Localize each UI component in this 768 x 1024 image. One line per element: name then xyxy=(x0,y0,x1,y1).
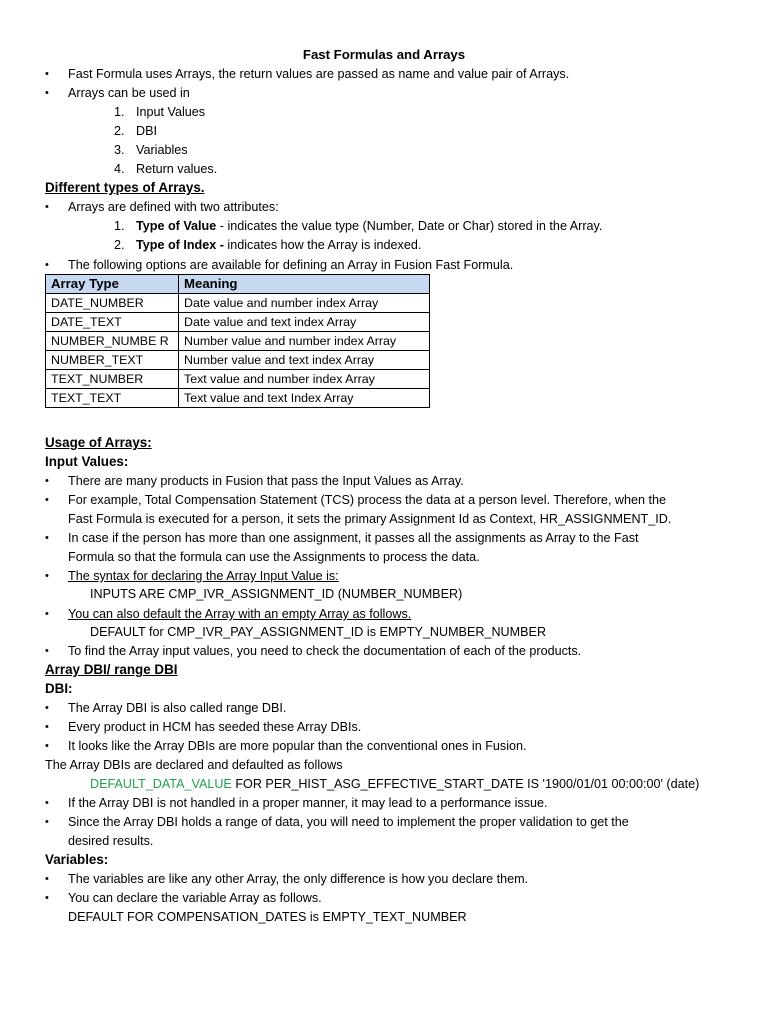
table-cell: Text value and number index Array xyxy=(179,370,430,389)
list-number: 4. xyxy=(114,162,125,176)
input-bullet: In case if the person has more than one assignment, it passes all the assignments as Array to the Fast xyxy=(68,531,639,545)
table-row xyxy=(46,370,430,389)
table-header-cell: Meaning xyxy=(179,275,430,294)
var-bullet: You can declare the variable Array as follows. xyxy=(68,891,322,905)
table-cell: TEXT_TEXT xyxy=(46,389,179,408)
bullet-icon: • xyxy=(45,532,49,544)
subheading-dbi: DBI: xyxy=(45,681,73,696)
input-bullet-cont: Fast Formula is executed for a person, it sets the primary Assignment Id as Context, HR_ASSIGNMENT_ID. xyxy=(68,512,672,526)
types-intro: Arrays are defined with two attributes: xyxy=(68,200,279,214)
code-line: DEFAULT FOR COMPENSATION_DATES is EMPTY_TEXT_NUMBER xyxy=(68,910,467,924)
input-bullet-cont: Formula so that the formula can use the Assignments to process the data. xyxy=(68,550,480,564)
code-keyword: DEFAULT_DATA_VALUE xyxy=(90,777,232,791)
input-bullet: The syntax for declaring the Array Input Value is: xyxy=(68,569,339,583)
bullet-icon: • xyxy=(45,702,49,714)
bullet-icon: • xyxy=(45,873,49,885)
options-line: The following options are available for defining an Array in Fusion Fast Formula. xyxy=(68,258,514,272)
input-bullet: To find the Array input values, you need to check the documentation of each of the products. xyxy=(68,644,582,658)
dbi-declared-text: The Array DBIs are declared and defaulted as follows xyxy=(45,758,343,772)
var-bullet: The variables are like any other Array, the only difference is how you declare them. xyxy=(68,872,529,886)
code-line: DEFAULT for CMP_IVR_PAY_ASSIGNMENT_ID is EMPTY_NUMBER_NUMBER xyxy=(90,625,547,639)
table-cell: Number value and number index Array xyxy=(179,332,430,351)
bullet-icon: • xyxy=(45,570,49,582)
bullet-icon: • xyxy=(45,816,49,828)
intro-line: Arrays can be used in xyxy=(68,86,190,100)
dbi-bullet: Every product in HCM has seeded these Array DBIs. xyxy=(68,720,362,734)
dbi-bullet: If the Array DBI is not handled in a proper manner, it may lead to a performance issue. xyxy=(68,796,548,810)
attribute-desc: - indicates the value type (Number, Date or Char) stored in the Array. xyxy=(216,219,603,233)
list-item: DBI xyxy=(136,124,157,138)
input-bullet: You can also default the Array with an empty Array as follows. xyxy=(68,607,412,621)
dbi-bullet: It looks like the Array DBIs are more popular than the conventional ones in Fusion. xyxy=(68,739,527,753)
bullet-icon: • xyxy=(45,494,49,506)
table-cell: NUMBER_NUMBE R xyxy=(46,332,179,351)
list-number: 1. xyxy=(114,219,125,233)
section-heading-dbi: Array DBI/ range DBI xyxy=(45,662,178,677)
table-cell: DATE_TEXT xyxy=(46,313,179,332)
bullet-icon: • xyxy=(45,740,49,752)
input-bullet: There are many products in Fusion that pass the Input Values as Array. xyxy=(68,474,464,488)
table-header-cell: Array Type xyxy=(46,275,179,294)
dbi-bullet-cont: desired results. xyxy=(68,834,154,848)
bullet-icon: • xyxy=(45,68,49,80)
dbi-bullet: The Array DBI is also called range DBI. xyxy=(68,701,287,715)
table-cell: DATE_NUMBER xyxy=(46,294,179,313)
attribute-term: Type of Value xyxy=(136,219,217,233)
bullet-icon: • xyxy=(45,797,49,809)
dbi-bullet: Since the Array DBI holds a range of data, you will need to implement the proper validation to get the xyxy=(68,815,629,829)
bullet-icon: • xyxy=(45,475,49,487)
section-heading-types: Different types of Arrays. xyxy=(45,180,205,195)
attribute-line xyxy=(136,217,602,235)
bullet-icon: • xyxy=(45,608,49,620)
table-cell: NUMBER_TEXT xyxy=(46,351,179,370)
section-heading-usage: Usage of Arrays: xyxy=(45,435,152,450)
list-item: Input Values xyxy=(136,105,206,119)
table-row xyxy=(46,389,430,408)
table-cell: Number value and text index Array xyxy=(179,351,430,370)
bullet-icon: • xyxy=(45,201,49,213)
attribute-line xyxy=(136,236,421,254)
list-number: 2. xyxy=(114,238,125,252)
list-item: Variables xyxy=(136,143,188,157)
intro-line: Fast Formula uses Arrays, the return values are passed as name and value pair of Arrays. xyxy=(68,67,570,81)
page-title: Fast Formulas and Arrays xyxy=(302,47,466,62)
bullet-icon: • xyxy=(45,259,49,271)
subheading-input-values: Input Values: xyxy=(45,454,129,469)
table-cell: TEXT_NUMBER xyxy=(46,370,179,389)
list-number: 1. xyxy=(114,105,125,119)
bullet-icon: • xyxy=(45,721,49,733)
subheading-variables: Variables: xyxy=(45,852,109,867)
table-cell: Text value and text Index Array xyxy=(179,389,430,408)
code-line: INPUTS ARE CMP_IVR_ASSIGNMENT_ID (NUMBER_NUMBER) xyxy=(90,587,463,601)
dbi-code-line xyxy=(90,775,699,793)
array-types-table xyxy=(45,274,430,408)
table-cell: Date value and number index Array xyxy=(179,294,430,313)
input-bullet: For example, Total Compensation Statement (TCS) process the data at a person level. Therefore, when the xyxy=(68,493,667,507)
code-rest: FOR PER_HIST_ASG_EFFECTIVE_START_DATE IS '1900/01/01 00:00:00' (date) xyxy=(231,777,700,791)
table-row xyxy=(46,332,430,351)
bullet-icon: • xyxy=(45,892,49,904)
table-cell: Date value and text index Array xyxy=(179,313,430,332)
table-row xyxy=(46,294,430,313)
list-number: 2. xyxy=(114,124,125,138)
bullet-icon: • xyxy=(45,87,49,99)
table-row xyxy=(46,351,430,370)
bullet-icon: • xyxy=(45,645,49,657)
list-number: 3. xyxy=(114,143,125,157)
list-item: Return values. xyxy=(136,162,218,176)
table-header-row xyxy=(46,275,430,294)
attribute-term: Type of Index - xyxy=(136,238,224,252)
table-row xyxy=(46,313,430,332)
attribute-desc: indicates how the Array is indexed. xyxy=(223,238,422,252)
